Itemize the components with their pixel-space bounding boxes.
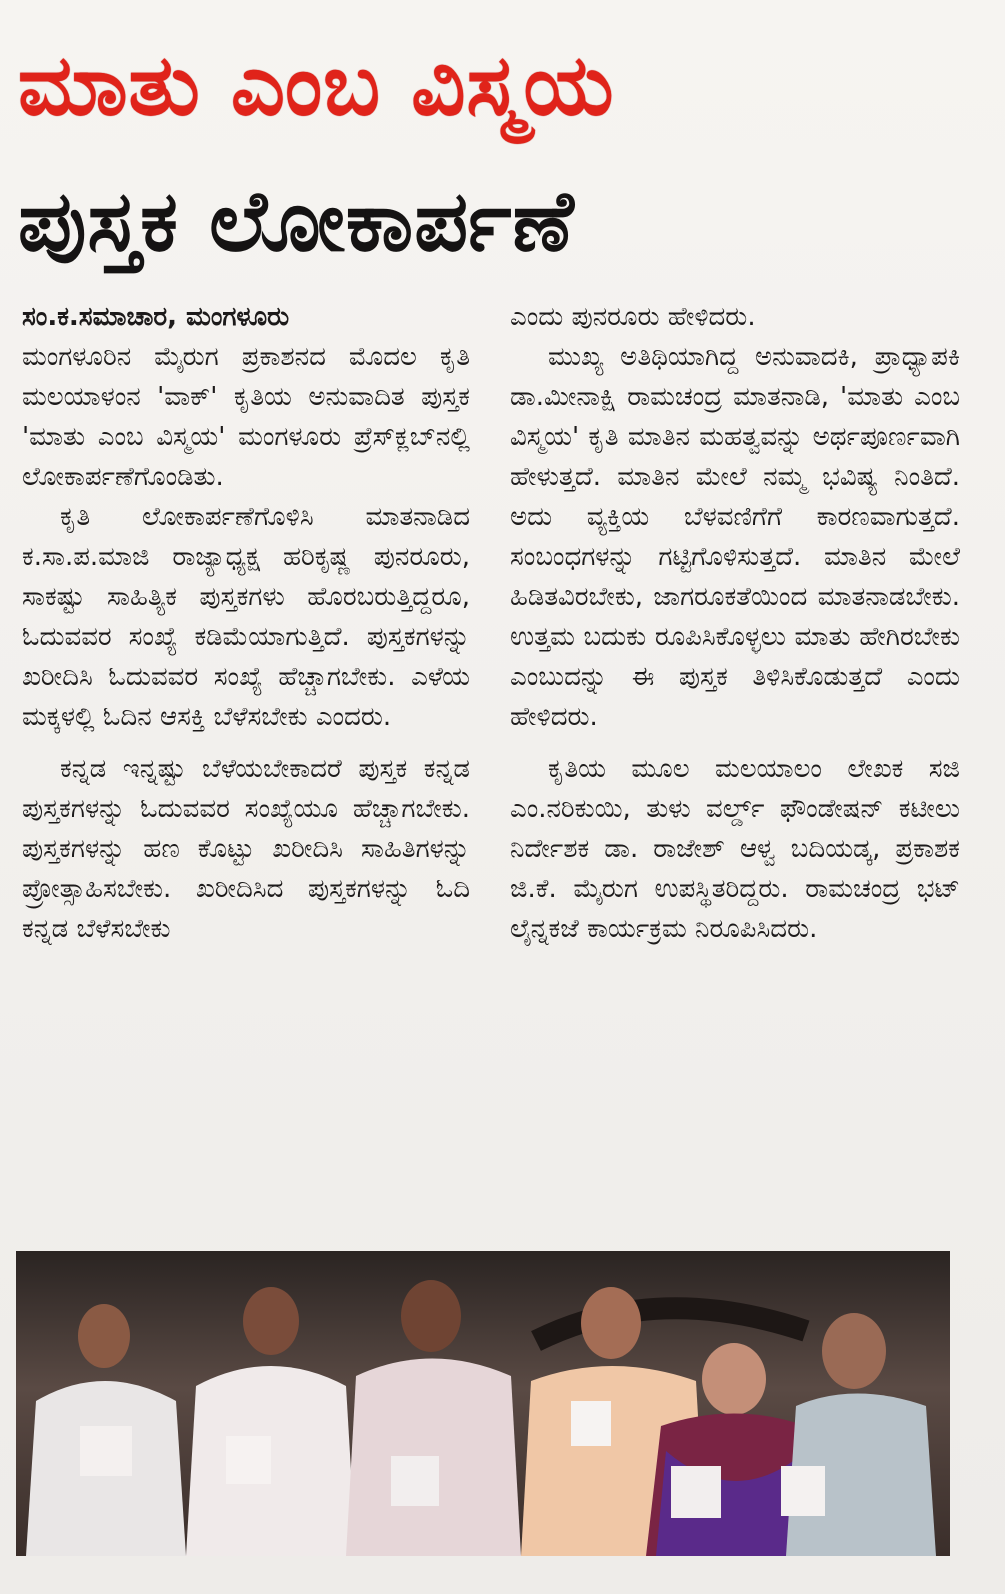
article-column-left — [22, 297, 470, 949]
headline-line-1: ಮಾತು ಎಂಬ ವಿಸ್ಮಯ — [18, 36, 615, 134]
paragraph: ಕನ್ನಡ ಇನ್ನಷ್ಟು ಬೆಳೆಯಬೇಕಾದರೆ ಪುಸ್ತಕ ಕನ್ನಡ ಪುಸ್ತಕಗಳನ್ನು ಓದುವವರ ಸಂಖ್ಯೆಯೂ ಹೆಚ್ಚಾಗಬೇಕು. ಪುಸ್ತಕಗಳನ್ನು ಹಣ ಕೊಟ್ಟು ಖರೀದಿಸಿ ಸಾಹಿತಿಗಳನ್ನು ಪ್ರೋತ್ಸಾಹಿಸಬೇಕು. ಖರೀದಿಸಿದ ಪುಸ್ತಕಗಳನ್ನು ಓದಿ ಕನ್ನಡ ಬೆಳೆಸಬೇಕು — [22, 754, 470, 944]
article-column-right — [510, 297, 960, 949]
paragraph: ಕೃತಿಯ ಮೂಲ ಮಲಯಾಲಂ ಲೇಖಕ ಸಜಿ ಎಂ.ನರಿಕುಯಿ, ತುಳು ವರ್ಲ್ಡ್ ಫೌಂಡೇಷನ್ ಕಟೀಲು ನಿರ್ದೇಶಕ ಡಾ. ರಾಜೇಶ್ ಆಳ್ವ ಬದಿಯಡ್ಕ, ಪ್ರಕಾಶಕ ಜಿ.ಕೆ. ಮೈರುಗ ಉಪಸ್ಥಿತರಿದ್ದರು. ರಾಮಚಂದ್ರ ಭಟ್ ಲೈನ್ನಕಜೆ ಕಾರ್ಯಕ್ರಮ ನಿರೂಪಿಸಿದರು. — [510, 754, 960, 944]
byline: ಸಂ.ಕ.ಸಮಾಚಾರ, ಮಂಗಳೂರು — [22, 302, 290, 332]
event-photo — [16, 1251, 950, 1556]
paragraph: ಕೃತಿ ಲೋಕಾರ್ಪಣೆಗೊಳಿಸಿ ಮಾತನಾಡಿದ ಕ.ಸಾ.ಪ.ಮಾಜಿ ರಾಜ್ಯಾಧ್ಯಕ್ಷ ಹರಿಕೃಷ್ಣ ಪುನರೂರು, ಸಾಕಷ್ಟು ಸಾಹಿತ್ಯಿಕ ಪುಸ್ತಕಗಳು ಹೊರಬರುತ್ತಿದ್ದರೂ, ಓದುವವರ ಸಂಖ್ಯೆ ಕಡಿಮೆಯಾಗುತ್ತಿದೆ. ಪುಸ್ತಕಗಳನ್ನು ಖರೀದಿಸಿ ಓದುವವರ ಸಂಖ್ಯೆ ಹೆಚ್ಚಾಗಬೇಕು. ಎಳೆಯ ಮಕ್ಕಳಲ್ಲಿ ಓದಿನ ಆಸಕ್ತಿ ಬೆಳೆಸಬೇಕು ಎಂದರು. — [22, 502, 470, 732]
paragraph: ಎಂದು ಪುನರೂರು ಹೇಳಿದರು. — [510, 302, 756, 332]
headline-line-2: ಪುಸ್ತಕ ಲೋಕಾರ್ಪಣೆ — [18, 172, 575, 270]
paragraph: ಮುಖ್ಯ ಅತಿಥಿಯಾಗಿದ್ದ ಅನುವಾದಕಿ, ಪ್ರಾಧ್ಯಾಪಕಿ ಡಾ.ಮೀನಾಕ್ಷಿ ರಾಮಚಂದ್ರ ಮಾತನಾಡಿ, 'ಮಾತು ಎಂಬ ವಿಸ್ಮಯ' ಕೃತಿ ಮಾತಿನ ಮಹತ್ವವನ್ನು ಅರ್ಥಪೂರ್ಣವಾಗಿ ಹೇಳುತ್ತದೆ. ಮಾತಿನ ಮೇಲೆ ನಮ್ಮ ಭವಿಷ್ಯ ನಿಂತಿದೆ. ಅದು ವ್ಯಕ್ತಿಯ ಬೆಳವಣಿಗೆಗೆ ಕಾರಣವಾಗುತ್ತದೆ. ಸಂಬಂಧಗಳನ್ನು ಗಟ್ಟಿಗೊಳಿಸುತ್ತದೆ. ಮಾತಿನ ಮೇಲೆ ಹಿಡಿತವಿರಬೇಕು, ಜಾಗರೂಕತೆಯಿಂದ ಮಾತನಾಡಬೇಕು. ಉತ್ತಮ ಬದುಕು ರೂಪಿಸಿಕೊಳ್ಳಲು ಮಾತು ಹೇಗಿರಬೇಕು ಎಂಬುದನ್ನು ಈ ಪುಸ್ತಕ ತಿಳಿಸಿಕೊಡುತ್ತದೆ ಎಂದು ಹೇಳಿದರು. — [510, 342, 960, 732]
paragraph: ಮಂಗಳೂರಿನ ಮೈರುಗ ಪ್ರಕಾಶನದ ಮೊದಲ ಕೃತಿ ಮಲಯಾಳಂನ 'ವಾಕ್' ಕೃತಿಯ ಅನುವಾದಿತ ಪುಸ್ತಕ 'ಮಾತು ಎಂಬ ವಿಸ್ಮಯ' ಮಂಗಳೂರು ಪ್ರೆಸ್‌ಕ್ಲಬ್‌ನಲ್ಲಿ ಲೋಕಾರ್ಪಣೆಗೊಂಡಿತು. — [22, 342, 470, 492]
